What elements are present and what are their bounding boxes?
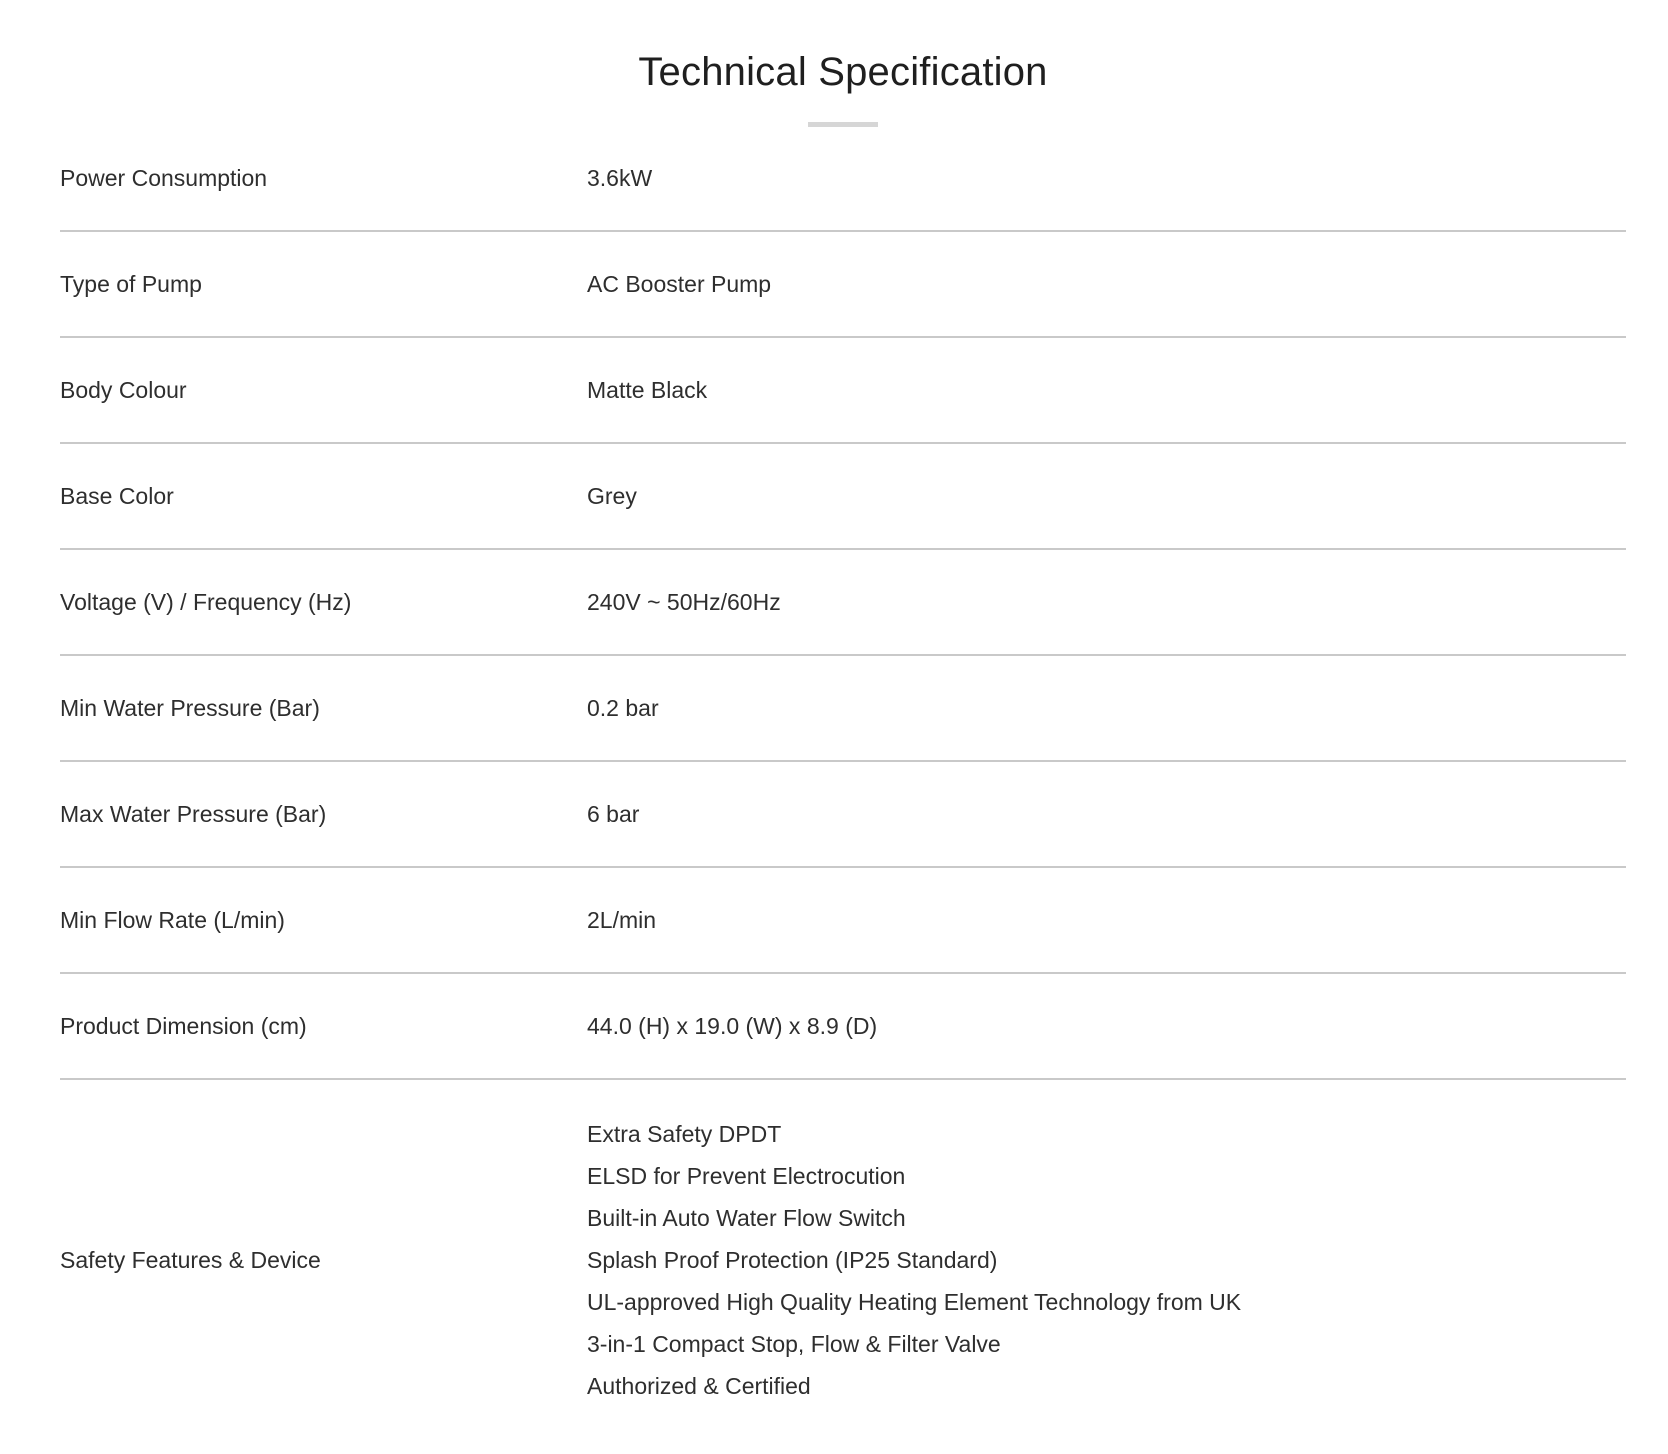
spec-label: Max Water Pressure (Bar): [60, 801, 327, 827]
spec-row-min-flow-rate: [60, 868, 1626, 974]
spec-value: Grey: [587, 483, 637, 509]
list-item: UL-approved High Quality Heating Element Technology from UK: [587, 1289, 1242, 1315]
list-item: 3-in-1 Compact Stop, Flow & Filter Valve: [587, 1331, 1001, 1357]
spec-value: Matte Black: [587, 377, 708, 403]
spec-value: 44.0 (H) x 19.0 (W) x 8.9 (D): [587, 1013, 878, 1039]
safety-features-list: [587, 1113, 1626, 1407]
spec-label: Product Dimension (cm): [60, 1013, 307, 1039]
spec-label: Safety Features & Device: [60, 1247, 321, 1273]
spec-value: AC Booster Pump: [587, 271, 772, 297]
spec-value: 2L/min: [587, 907, 657, 933]
spec-row-safety-features: [60, 1080, 1626, 1440]
page-title: Technical Specification: [638, 50, 1048, 94]
spec-row-voltage-frequency: [60, 550, 1626, 656]
spec-row-max-water-pressure: [60, 762, 1626, 868]
list-item: ELSD for Prevent Electrocution: [587, 1163, 906, 1189]
spec-row-body-colour: [60, 338, 1626, 444]
spec-label: Type of Pump: [60, 271, 202, 297]
spec-label: Body Colour: [60, 377, 187, 403]
list-item: Built-in Auto Water Flow Switch: [587, 1205, 906, 1231]
spec-label: Min Flow Rate (L/min): [60, 907, 285, 933]
spec-label: Power Consumption: [60, 165, 268, 191]
spec-table: [60, 126, 1626, 1440]
spec-value: [587, 1113, 1626, 1407]
spec-value: 240V ~ 50Hz/60Hz: [587, 589, 781, 615]
spec-row-base-color: [60, 444, 1626, 550]
spec-value: 6 bar: [587, 801, 640, 827]
spec-row-power-consumption: [60, 126, 1626, 232]
spec-value: 3.6kW: [587, 165, 653, 191]
list-item: Authorized & Certified: [587, 1373, 811, 1399]
list-item: Splash Proof Protection (IP25 Standard): [587, 1247, 998, 1273]
spec-row-type-of-pump: [60, 232, 1626, 338]
spec-row-min-water-pressure: [60, 656, 1626, 762]
spec-label: Min Water Pressure (Bar): [60, 695, 320, 721]
spec-value: 0.2 bar: [587, 695, 659, 721]
spec-label: Base Color: [60, 483, 174, 509]
spec-row-product-dimension: [60, 974, 1626, 1080]
spec-label: Voltage (V) / Frequency (Hz): [60, 589, 352, 615]
list-item: Extra Safety DPDT: [587, 1121, 782, 1147]
